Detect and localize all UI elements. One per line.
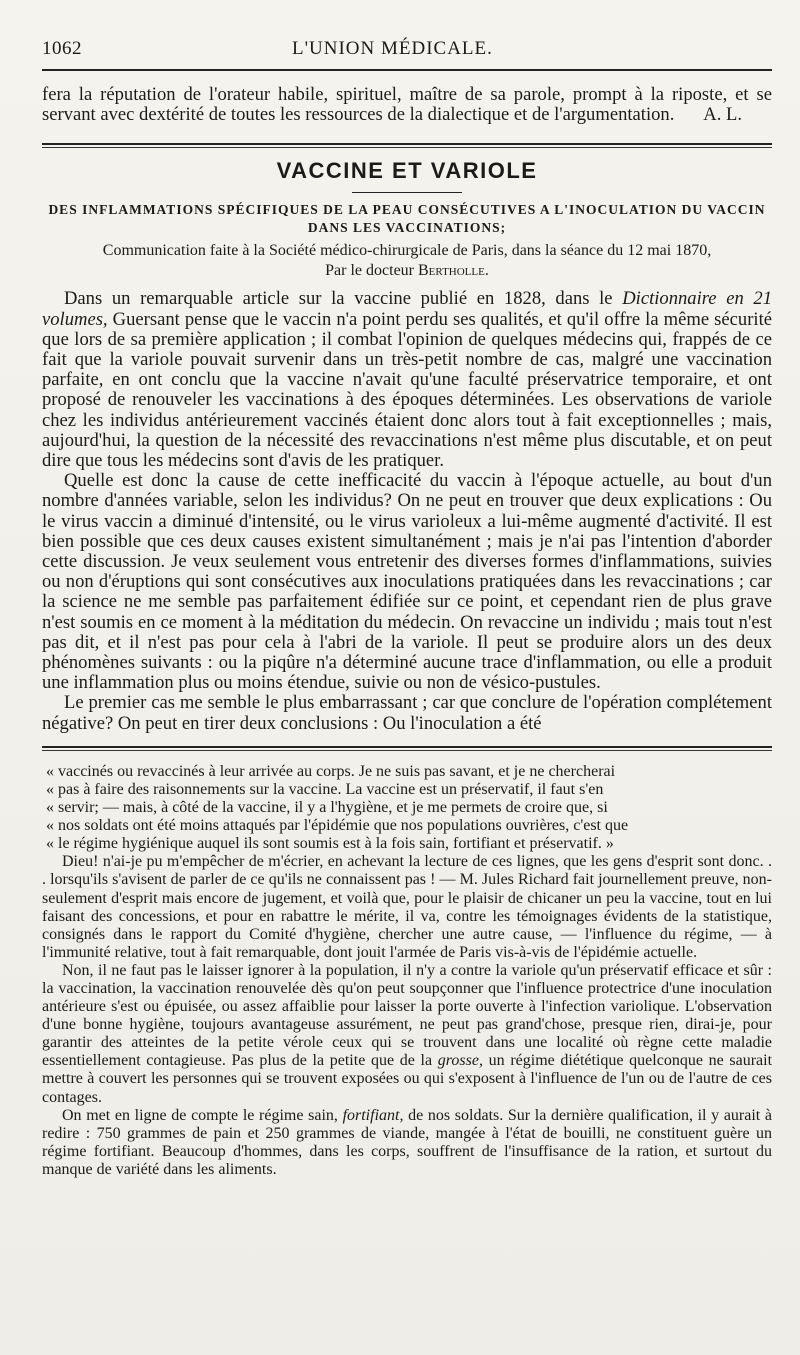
section-subtitle: DES INFLAMMATIONS SPÉCIFIQUES DE LA PEAU CONSÉCUTIVES A L'INOCULATION DU VACCIN DANS LES VACCINATIONS; — [48, 202, 766, 236]
header-rule — [42, 69, 772, 71]
quote-line: « vaccinés ou revaccinés à leur arrivée au corps. Je ne suis pas savant, et je ne chercherai — [46, 762, 616, 780]
article-body — [42, 289, 772, 733]
article-paragraph: Quelle est donc la cause de cette inefficacité du vaccin à l'époque actuelle, au bout d'un nombre d'années variable, selon les individus? On ne peut en trouver que deux explications : Ou le virus vaccin a diminué d'intensité, ou le virus varioleux a lui-même augmenté d'activité. Il est bien possible que ces deux causes existent simultanément ; mais je n'ai pas l'intention d'aborder cette discussion. Je veux seulement vous entretenir des diverses formes d'inflammations, suivies ou non d'éruptions qui sont consécutives aux inoculations pratiquées dans les revaccinations ; car la science ne me semble pas parfaitement édifiée sur ce point, et cependant rien de plus grave n'est soumis en ce moment à la méditation du médecin. On revaccine un individu ; mais tout n'est pas dit, et il n'est pas pour cela à l'abri de la variole. Il peut se produire alors un des deux phénomènes suivants : ou la piqûre n'a déterminé aucune trace d'inflammation, ou elle a produit une inflammation plus ou moins étendue, suivie ou non de vésico-pustules. — [42, 470, 772, 694]
page-number: 1062 — [42, 38, 82, 59]
quote-line: « nos soldats ont été moins attaqués par l'épidémie que nos populations ouvrières, c'est que — [46, 817, 629, 835]
footnote-divider — [42, 746, 772, 751]
communication-text: Communication faite à la Société médico-chirurgicale de Paris, dans la séance du 12 mai 1870, — [102, 242, 712, 260]
intro-paragraph — [42, 85, 772, 125]
intro-signature: A. L. — [703, 104, 742, 126]
author-prefix: Par le docteur — [325, 262, 414, 280]
intro-text: fera la réputation de l'orateur habile, spirituel, maître de sa parole, prompt à la riposte, et se servant avec dextérité de toutes les ressources de la dialectique et de l'argumentation. — [42, 84, 772, 126]
footnote-paragraph: Non, il ne faut pas le laisser ignorer à la population, il n'y a contre la variole qu'un préservatif efficace et sûr : la vaccination, la vaccination renouvelée dès qu'on peut soupçonner que l'influence protectrice d'une inoculation antérieure s'est ou épuisée, ou assez affaiblie pour laisser la porte ouverte à l'infection variolique. L'observation d'une bonne hygiène, toujours avantageuse assurément, ne peut pas grand'chose, presque rien, dirai-je, pour garantir des atteintes de la petite vérole ceux qui se trouvent dans une localité où règne cette maladie essentiellement contagieuse. Pas plus de la petite que de la grosse, un régime diététique quelconque ne saurait mettre à couvert les personnes qui se trouvent exposées ou qui s'exposent à l'influence de l'un ou de l'autre de ces contages. — [42, 961, 773, 1106]
communication-note — [42, 241, 772, 281]
dictionary-title: Dictionnaire en 21 volumes, — [42, 288, 772, 330]
section-title: VACCINE ET VARIOLE — [276, 158, 538, 184]
quote-line: « servir; — mais, à côté de la vaccine, il y a l'hygiène, et je me permets de croire que, si — [46, 799, 608, 817]
quote-line: « pas à faire des raisonnements sur la vaccine. La vaccine est un préservatif, il faut s'en — [46, 780, 604, 798]
author-name: Bertholle. — [418, 262, 489, 280]
quote-line: « le régime hygiénique auquel ils sont soumis est à la fois sain, fortifiant et préservatif. » — [46, 835, 614, 853]
running-title: L'UNION MÉDICALE. — [292, 38, 493, 59]
running-header — [42, 38, 772, 66]
author-line — [42, 261, 772, 281]
section-divider — [42, 143, 772, 148]
footnote-paragraph: Dieu! n'ai-je pu m'empêcher de m'écrier, en achevant la lecture de ces lignes, que les gens d'esprit sont donc. . . lorsqu'ils s'avisent de parler de ce qu'ils ne connaissent pas ! — M. Jules Richard fait journellement preuve, non-seulement d'esprit mais encore de jugement, et voilà que, pour le plaisir de chicaner un peu la vaccine, tout en lui faisant des concessions, et pour en rabattre le mérite, il va, contre les témoignages évidents de la statistique, consignés dans le rapport du Comité d'hygiène, chercher une autre cause, — l'influence du régime, — à l'immunité relative, tout à fait remarquable, dont jouit l'armée de Paris vis-à-vis de l'épidémie actuelle. — [42, 853, 772, 961]
footnote — [42, 763, 772, 1179]
article-paragraph: Le premier cas me semble le plus embarrassant ; car que conclure de l'opération complétement négative? On peut en tirer deux conclusions : Ou l'inoculation a été — [42, 692, 772, 734]
title-rule — [352, 192, 462, 193]
footnote-paragraph: On met en ligne de compte le régime sain, fortifiant, de nos soldats. Sur la dernière qualification, il y aurait à redire : 750 grammes de pain et 250 grammes de viande, mangée à l'état de bouilli, ne constituent guère un régime fortifiant. Beaucoup d'hommes, dans les corps, souffrent de l'insuffisance de la ration, et surtout du manque de variété dans les aliments. — [42, 1106, 773, 1178]
article-paragraph: Dans un remarquable article sur la vaccine publié en 1828, dans le Dictionnaire en 21 volumes, Guersant pense que le vaccin n'a point perdu ses qualités, et qu'il offre la même sécurité que lors de sa première application ; il combat l'opinion de quelques médecins qui, frappés de ce fait que la variole pouvait survenir dans un très-petit nombre de cas, malgré une vaccination parfaite, en ont conclu que la vaccine n'avait qu'une faculté préservatrice temporaire, et ont proposé de renouveler les vaccinations à des époques déterminées. Les observations de variole chez les individus antérieurement vaccinés étaient donc alors tout à fait exceptionnelles ; mais, aujourd'hui, la question de la nécessité des revaccinations n'est même plus discutable, et on peut dire que tous les médecins sont d'avis de les pratiquer. — [42, 288, 772, 472]
